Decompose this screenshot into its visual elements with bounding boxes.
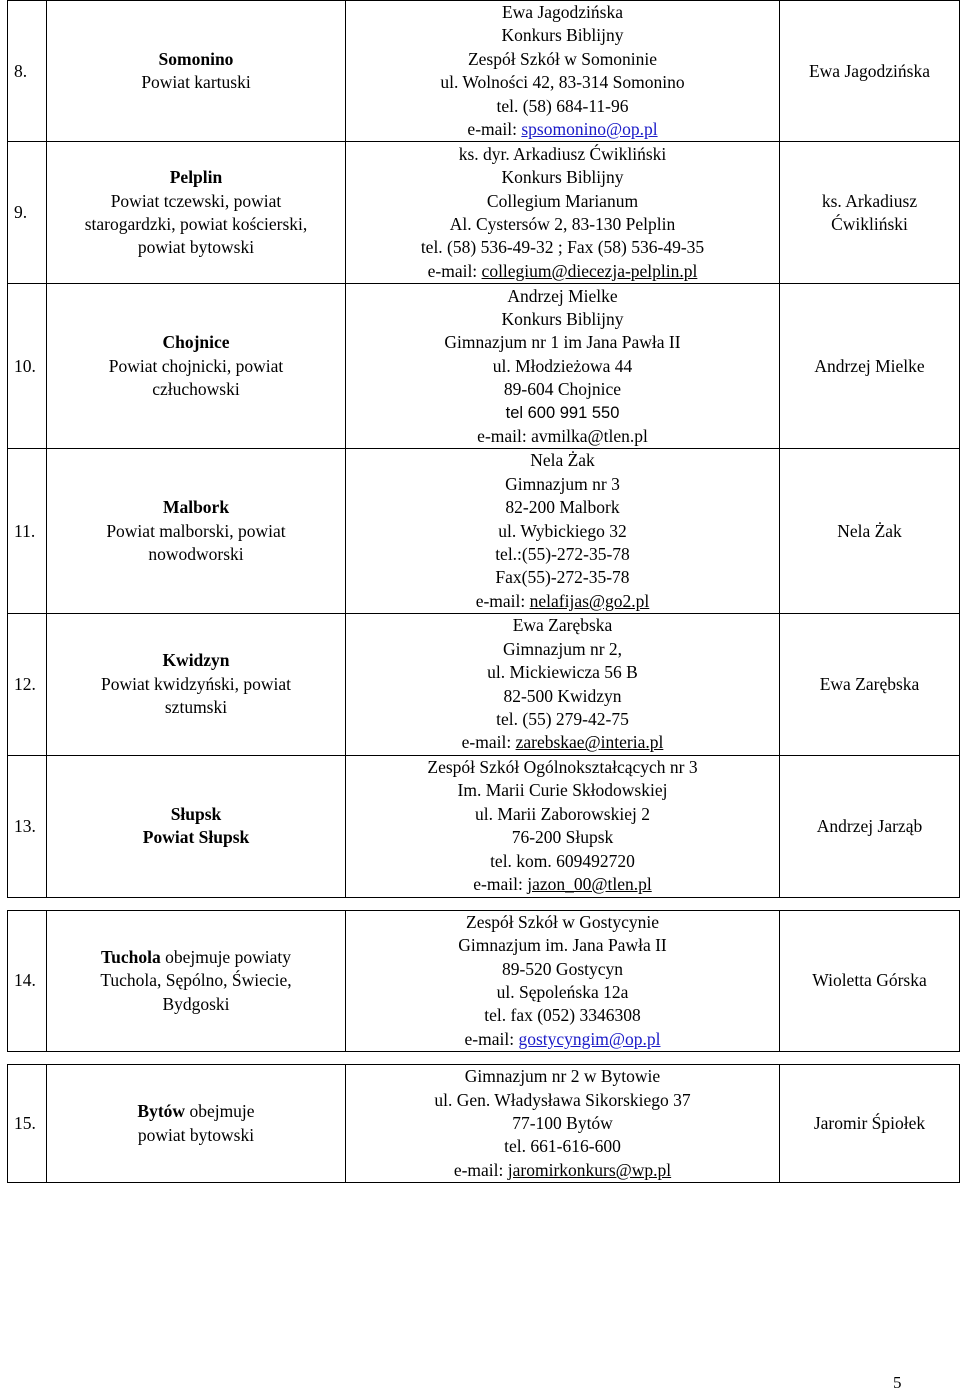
- region-line: [47, 673, 345, 696]
- region-text: Powiat chojnicki, powiat: [108, 355, 284, 376]
- region-text: powiat bytowski: [137, 237, 255, 258]
- region-name: Kwidzyn: [162, 650, 230, 671]
- contact-line: [346, 24, 779, 47]
- contact-text: Collegium Marianum: [486, 190, 639, 211]
- contact-text: Gimnazjum nr 2 w Bytowie: [464, 1066, 661, 1087]
- contact-text: tel. (55) 279-42-75: [496, 708, 629, 729]
- contact-text: ul. Mickiewicza 56 B: [487, 662, 638, 683]
- email-line: [346, 260, 779, 283]
- contact-text: tel. kom. 609492720: [490, 850, 635, 871]
- email-label: e-mail:: [473, 874, 528, 895]
- coordinator-cell: Wioletta Górska: [780, 910, 960, 1051]
- contact-line: [346, 71, 779, 94]
- contact-text: Im. Marii Curie Skłodowskiej: [457, 780, 668, 801]
- region-text: nowodworski: [148, 544, 244, 565]
- contact-text: Konkurs Biblijny: [501, 25, 624, 46]
- contact-cell: [346, 614, 780, 755]
- region-text: Powiat tczewski, powiat: [110, 190, 282, 211]
- row-number: 8.: [8, 1, 47, 142]
- contact-cell: [346, 755, 780, 897]
- contact-text: 89-604 Chojnice: [503, 379, 622, 400]
- email-address: zarebskae@interia.pl: [515, 732, 664, 753]
- contact-cell: [346, 284, 780, 449]
- contact-line: [346, 638, 779, 661]
- region-text: sztumski: [164, 697, 228, 718]
- contact-line: [346, 355, 779, 378]
- contact-line: [346, 285, 779, 308]
- contact-line: [346, 543, 779, 566]
- region-line: [47, 355, 345, 378]
- contact-line: [346, 1089, 779, 1112]
- contact-text: Konkurs Biblijny: [501, 308, 624, 329]
- table-row: [8, 614, 960, 755]
- contact-text: Zespół Szkół w Somoninie: [467, 48, 658, 69]
- contact-line: [346, 425, 779, 448]
- contact-line: [346, 496, 779, 519]
- region-cell: [47, 449, 346, 614]
- row-gap: [8, 1052, 960, 1065]
- contact-text: ul. Sępoleńska 12a: [496, 981, 629, 1002]
- contact-text: ks. dyr. Arkadiusz Ćwikliński: [458, 143, 667, 164]
- region-name: Somonino: [158, 48, 234, 69]
- contact-line: [346, 236, 779, 259]
- contact-cell: [346, 1, 780, 142]
- contact-text: ul. Gen. Władysława Sikorskiego 37: [434, 1089, 691, 1110]
- region-line: [47, 649, 345, 672]
- contact-line: [346, 981, 779, 1004]
- contact-line: [346, 1135, 779, 1158]
- coordinator-cell: Ewa Zarębska: [780, 614, 960, 755]
- contact-text: ul. Marii Zaborowskiej 2: [475, 803, 650, 824]
- contact-line: [346, 803, 779, 826]
- region-name: Powiat Słupsk: [142, 827, 250, 848]
- contact-cell: [346, 142, 780, 284]
- region-line: [47, 803, 345, 826]
- contact-text: Ewa Jagodzińska: [501, 2, 623, 22]
- region-text: Powiat kartuski: [141, 72, 251, 93]
- region-cell: [47, 910, 346, 1051]
- region-name: Bytów: [137, 1101, 186, 1122]
- contact-line: [346, 48, 779, 71]
- row-number: 10.: [8, 284, 47, 449]
- region-cell: [47, 755, 346, 897]
- contact-text: Andrzej Mielke: [507, 285, 618, 306]
- region-text: człuchowski: [152, 379, 240, 400]
- region-line: [47, 969, 345, 992]
- contact-cell: [346, 449, 780, 614]
- contact-line: [346, 166, 779, 189]
- region-line: [47, 236, 345, 259]
- email-address: jazon_00@tlen.pl: [527, 874, 652, 895]
- region-name: Słupsk: [170, 803, 222, 824]
- region-line: [47, 543, 345, 566]
- contact-line: [346, 685, 779, 708]
- email-label: e-mail:: [467, 119, 522, 140]
- table-row: [8, 284, 960, 449]
- region-suffix: obejmuje: [185, 1101, 255, 1122]
- region-line: [47, 520, 345, 543]
- contact-line: [346, 402, 779, 425]
- table-row: [8, 910, 960, 1051]
- contact-text: Fax(55)-272-35-78: [495, 567, 630, 588]
- table-row: [8, 1065, 960, 1183]
- contact-text: 82-200 Malbork: [505, 497, 620, 518]
- contact-text: Ewa Zarębska: [512, 615, 613, 636]
- contact-cell: [346, 910, 780, 1051]
- contact-line: [346, 566, 779, 589]
- table-row: [8, 755, 960, 897]
- email-line: [346, 1028, 779, 1051]
- email-address: collegium@diecezja-pelplin.pl: [481, 260, 698, 281]
- region-text: Tuchola, Sępólno, Świecie,: [100, 970, 292, 991]
- region-text: Powiat kwidzyński, powiat: [100, 673, 292, 694]
- row-number: 13.: [8, 755, 47, 897]
- contact-text: 76-200 Słupsk: [511, 827, 614, 848]
- contact-line: [346, 779, 779, 802]
- email-label: e-mail:: [453, 1159, 508, 1180]
- email-line: [346, 1159, 779, 1182]
- contact-text: ul. Wybickiego 32: [498, 520, 627, 541]
- contact-line: [346, 661, 779, 684]
- contact-line: [346, 213, 779, 236]
- contact-line: [346, 958, 779, 981]
- email-line: [346, 873, 779, 896]
- contact-line: [346, 850, 779, 873]
- contact-line: [346, 756, 779, 779]
- contact-text: tel 600 991 550: [505, 403, 620, 422]
- email-link[interactable]: gostycyngim@op.pl: [518, 1028, 661, 1049]
- table-row: [8, 449, 960, 614]
- email-line: [346, 590, 779, 613]
- email-line: [346, 731, 779, 754]
- contact-text: Zespół Szkół w Gostycynie: [466, 911, 659, 932]
- region-name: Pelplin: [169, 167, 223, 188]
- page-number: 5: [893, 1373, 902, 1392]
- contact-text: Al. Cystersów 2, 83-130 Pelplin: [449, 213, 676, 234]
- region-cell: [47, 1, 346, 142]
- contact-line: [346, 911, 779, 934]
- coordinator-cell: Nela Żak: [780, 449, 960, 614]
- region-line: [47, 1100, 345, 1123]
- contest-coordinators-table: [7, 0, 960, 1183]
- contact-line: [346, 378, 779, 401]
- contact-text: tel. fax (052) 3346308: [484, 1005, 641, 1026]
- row-number: 9.: [8, 142, 47, 284]
- contact-line: [346, 308, 779, 331]
- contact-text: 89-520 Gostycyn: [501, 958, 624, 979]
- contact-text: tel. (58) 684-11-96: [496, 95, 629, 116]
- region-cell: [47, 614, 346, 755]
- contact-line: [346, 95, 779, 118]
- contact-text: 82-500 Kwidzyn: [503, 685, 622, 706]
- contact-text: ul. Wolności 42, 83-314 Somonino: [440, 72, 685, 93]
- row-number: 11.: [8, 449, 47, 614]
- contact-text: tel.:(55)-272-35-78: [495, 544, 630, 565]
- contact-line: [346, 143, 779, 166]
- row-gap: [8, 897, 960, 910]
- email-link[interactable]: spsomonino@op.pl: [521, 119, 658, 140]
- email-address: jaromirkonkurs@wp.pl: [507, 1159, 672, 1180]
- region-line: [47, 166, 345, 189]
- region-line: [47, 190, 345, 213]
- region-line: [47, 378, 345, 401]
- region-text: starogardzki, powiat kościerski,: [84, 213, 308, 234]
- contact-cell: [346, 1065, 780, 1183]
- region-line: [47, 1124, 345, 1147]
- region-line: [47, 496, 345, 519]
- region-name: Tuchola: [101, 946, 161, 967]
- table-row: [8, 142, 960, 284]
- region-suffix: obejmuje powiaty: [160, 946, 291, 967]
- row-number: 15.: [8, 1065, 47, 1183]
- region-line: [47, 331, 345, 354]
- contact-line: [346, 708, 779, 731]
- email-label: e-mail:: [427, 260, 482, 281]
- contact-text: Zespół Szkół Ogólnokształcących nr 3: [427, 757, 698, 777]
- row-number: 12.: [8, 614, 47, 755]
- contact-line: [346, 1, 779, 24]
- coordinator-cell: Andrzej Jarząb: [780, 755, 960, 897]
- region-line: [47, 48, 345, 71]
- region-line: [47, 826, 345, 849]
- contact-text: tel. 661-616-600: [504, 1136, 621, 1157]
- contact-line: [346, 1112, 779, 1135]
- region-line: [47, 213, 345, 236]
- contact-line: [346, 1004, 779, 1027]
- contact-text: Gimnazjum nr 1 im Jana Pawła II: [444, 332, 681, 353]
- contact-line: [346, 614, 779, 637]
- email-address: nelafijas@go2.pl: [529, 590, 650, 611]
- email-label: e-mail:: [461, 732, 516, 753]
- region-cell: [47, 142, 346, 284]
- region-line: [47, 946, 345, 969]
- coordinator-cell: Andrzej Mielke: [780, 284, 960, 449]
- contact-line: [346, 1065, 779, 1088]
- email-line: [346, 118, 779, 141]
- contact-line: [346, 190, 779, 213]
- region-text: Bydgoski: [162, 993, 230, 1014]
- email-label: e-mail:: [475, 590, 530, 611]
- contact-line: [346, 520, 779, 543]
- contact-text: Nela Żak: [530, 450, 595, 471]
- contact-text: Konkurs Biblijny: [501, 167, 624, 188]
- region-line: [47, 993, 345, 1016]
- coordinator-cell: Ewa Jagodzińska: [780, 1, 960, 142]
- coordinator-cell: ks. Arkadiusz Ćwikliński: [780, 142, 960, 284]
- region-line: [47, 696, 345, 719]
- contact-text: Gimnazjum nr 3: [505, 473, 620, 494]
- region-text: powiat bytowski: [137, 1124, 255, 1145]
- row-number: 14.: [8, 910, 47, 1051]
- contact-text: ul. Młodzieżowa 44: [492, 355, 633, 376]
- contact-text: tel. (58) 536-49-32 ; Fax (58) 536-49-35: [420, 237, 705, 258]
- region-name: Malbork: [162, 497, 230, 518]
- contact-line: [346, 473, 779, 496]
- contact-text: Gimnazjum nr 2,: [502, 638, 623, 659]
- region-line: [47, 71, 345, 94]
- coordinator-cell: Jaromir Śpiołek: [780, 1065, 960, 1183]
- contact-line: [346, 331, 779, 354]
- contact-line: [346, 934, 779, 957]
- region-cell: [47, 1065, 346, 1183]
- contact-text: 77-100 Bytów: [512, 1112, 613, 1133]
- contact-line: [346, 449, 779, 472]
- region-text: Powiat malborski, powiat: [106, 520, 286, 541]
- region-name: Chojnice: [162, 332, 230, 353]
- table-row: [8, 1, 960, 142]
- contact-text: e-mail: avmilka@tlen.pl: [477, 425, 648, 446]
- region-cell: [47, 284, 346, 449]
- contact-text: Gimnazjum im. Jana Pawła II: [458, 935, 667, 956]
- contact-line: [346, 826, 779, 849]
- email-label: e-mail:: [464, 1028, 519, 1049]
